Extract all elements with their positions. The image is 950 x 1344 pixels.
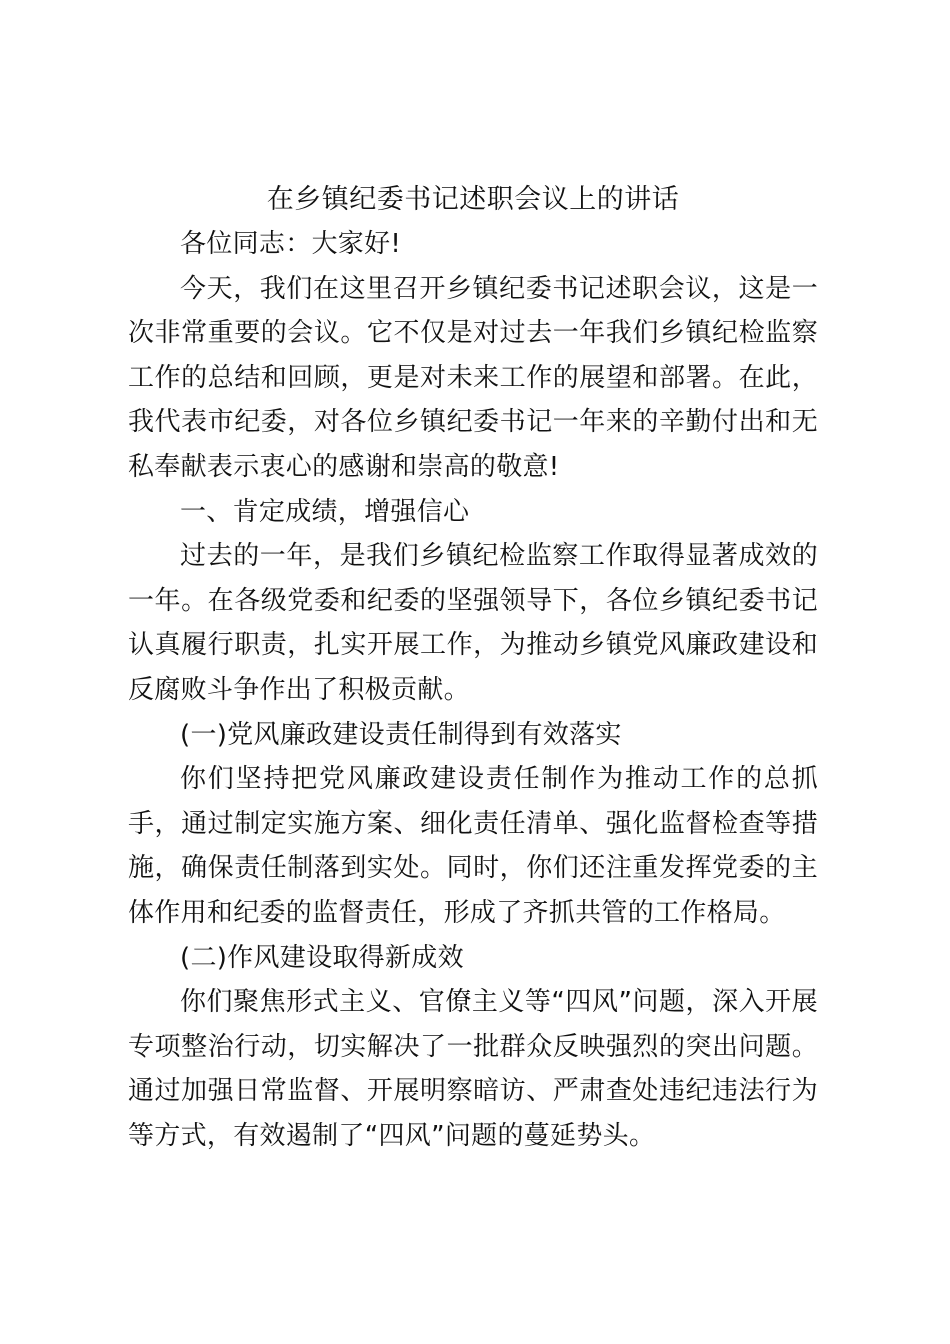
section-heading-1: 一、肯定成绩，增强信心: [180, 496, 470, 527]
paragraph-responsibility: 你们坚持把党风廉政建设责任制作为推动工作的总抓手，通过制定实施方案、细化责任清单、强化监督检查等措施，确保责任制落到实处。同时，你们还注重发挥党委的主体作用和纪委的监督责任，形成了齐抓共管的工作格局。: [128, 764, 818, 928]
subsection-heading-2: (二)作风建设取得新成效: [180, 942, 464, 973]
paragraph-intro: 今天，我们在这里召开乡镇纪委书记述职会议，这是一次非常重要的会议。它不仅是对过去一年我们乡镇纪检监察工作的总结和回顾，更是对未来工作的展望和部署。在此，我代表市纪委，对各位乡镇纪委书记一年来的辛勤付出和无私奉献表示衷心的感谢和崇高的敬意!: [128, 273, 818, 482]
subsection-heading-1: (一)党风廉政建设责任制得到有效落实: [180, 719, 622, 750]
paragraph-achievements: 过去的一年，是我们乡镇纪检监察工作取得显著成效的一年。在各级党委和纪委的坚强领导下，各位乡镇纪委书记认真履行职责，扎实开展工作，为推动乡镇党风廉政建设和反腐败斗争作出了积极贡献。: [128, 541, 818, 705]
document-body: [128, 178, 818, 1158]
paragraph-style-building: 你们聚焦形式主义、官僚主义等“四风”问题，深入开展专项整治行动，切实解决了一批群众反映强烈的突出问题。通过加强日常监督、开展明察暗访、严肃查处违纪违法行为等方式，有效遏制了“四风”问题的蔓延势头。: [128, 987, 818, 1151]
greeting: 各位同志：大家好!: [180, 229, 402, 259]
document-title: 在乡镇纪委书记述职会议上的讲话: [266, 184, 680, 215]
